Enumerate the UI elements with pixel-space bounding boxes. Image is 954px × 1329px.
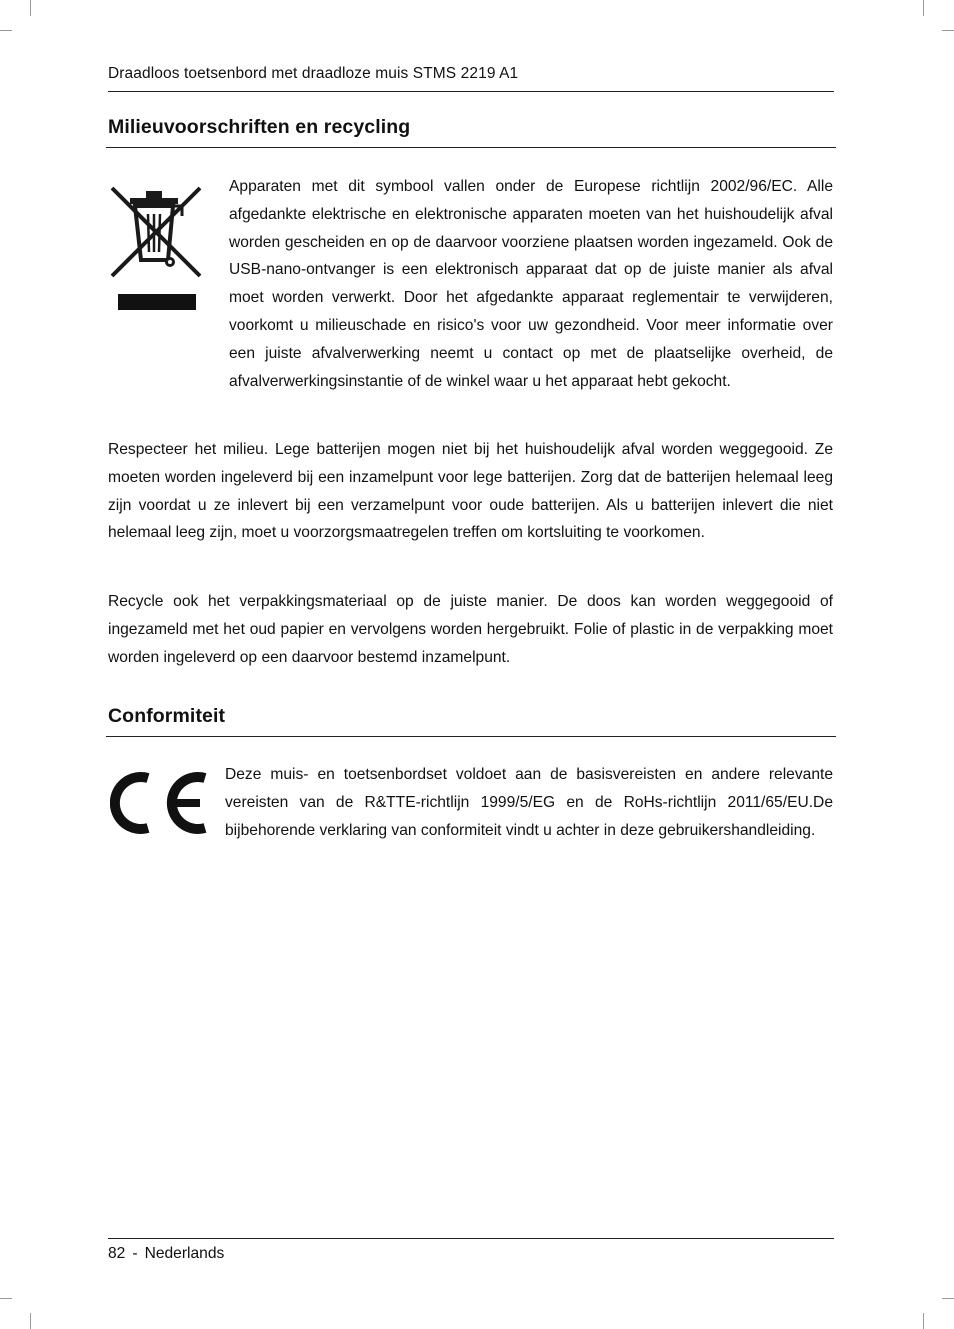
heading-divider: [106, 736, 836, 737]
footer-language: Nederlands: [144, 1245, 225, 1262]
running-header: Draadloos toetsenbord met draadloze muis STMS 2219 A1: [108, 65, 519, 82]
crop-mark: [923, 0, 924, 16]
crop-mark: [0, 1298, 12, 1299]
ce-marking-icon: [110, 768, 210, 838]
paragraph-conformity-text: Deze muis- en toetsenbordset voldoet aan de basisvereisten en andere relevante vereisten van de R&TTE-richtlijn 1999/5/EG en de RoHs-richtlijn 2011/65/EU.De bijbehorende verklaring van conformiteit vindt u achter in deze gebruikershandleiding.: [225, 766, 833, 839]
paragraph-batteries: Respecteer het milieu. Lege batterijen mogen niet bij het huishoudelijk afval worden weggegooid. Ze moeten worden ingeleverd bij een inzamelpunt voor lege batterijen. Zorg dat de batterijen helemaal leeg zijn voordat u ze inlevert bij een verzamelpunt voor oude batterijen. Als u batterijen inlevert die niet helemaal leeg zijn, moet u voorzorgsmaatregelen treffen om kortsluiting te voorkomen.: [108, 441, 833, 542]
crop-mark: [942, 30, 954, 31]
footer-separator: -: [132, 1245, 138, 1262]
section-heading-environment: Milieuvoorschriften en recycling: [108, 116, 411, 138]
crossed-out-wheelie-bin-icon: [108, 184, 204, 314]
page-number: 82: [108, 1245, 126, 1262]
footer-divider: [108, 1238, 834, 1239]
crop-mark: [0, 30, 12, 31]
paragraph-weee: Apparaten met dit symbool vallen onder de Europese richtlijn 2002/96/EC. Alle afgedankte elektrische en elektronische apparaten moeten van het huishoudelijk afval worden gescheiden en op de daarvoor voorziene plaatsen worden ingezameld. Ook de USB-nano-ontvanger is een elektronisch apparaat dat op de juiste manier als afval moet worden verwerkt. Door het afgedankte apparaat reglementair te verwijderen, voorkomt u milieuschade en risico's voor uw gezondheid. Voor meer informatie over een juiste afvalverwerking neemt u contact op met de plaatselijke overheid, de afvalverwerkingsinstantie of de winkel waar u het apparaat hebt gekocht.: [229, 178, 833, 390]
crop-mark: [30, 0, 31, 16]
heading-divider: [106, 147, 836, 148]
crop-mark: [30, 1313, 31, 1329]
paragraph-conformity: [108, 761, 833, 844]
crop-mark: [942, 1298, 954, 1299]
crop-mark: [923, 1313, 924, 1329]
section-heading-conformity: Conformiteit: [108, 705, 226, 727]
paragraph-packaging: Recycle ook het verpakkingsmateriaal op de juiste manier. De doos kan worden weggegooid of ingezameld met het oud papier en vervolgens worden hergebruikt. Folie of plastic in de verpakking moet worden ingeleverd op een daarvoor bestemd inzamelpunt.: [108, 593, 833, 666]
header-divider: [108, 91, 834, 92]
page-footer: [108, 1243, 224, 1265]
